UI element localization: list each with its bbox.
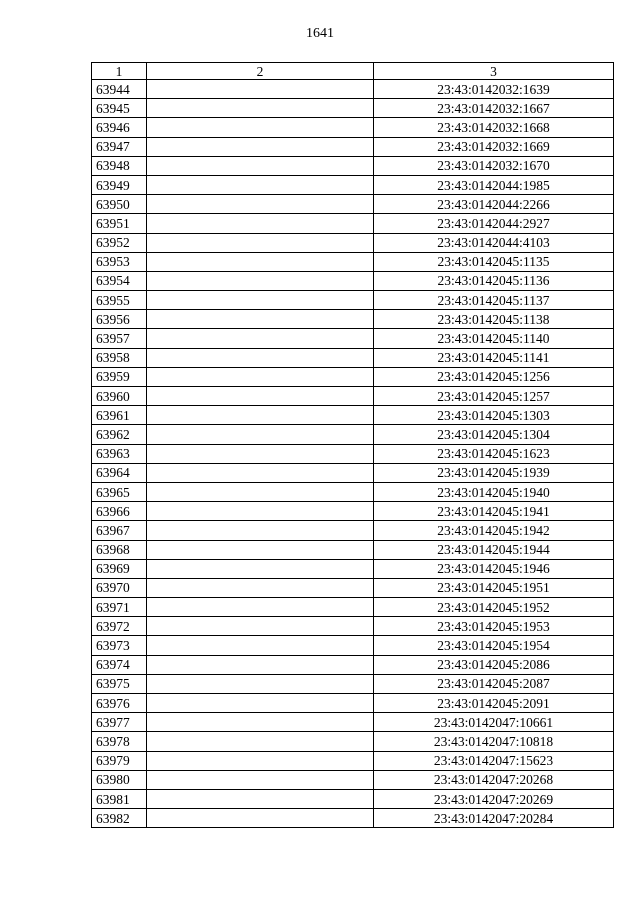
table-row [92,770,614,789]
cadastral-number-cell: 23:43:0142045:1944 [374,540,614,559]
column-header-2: 2 [147,63,374,80]
description-cell [147,137,374,156]
row-number-cell: 63976 [92,694,147,713]
row-number-cell: 63970 [92,578,147,597]
description-cell [147,156,374,175]
column-header-1: 1 [92,63,147,80]
cadastral-number-cell: 23:43:0142047:10818 [374,732,614,751]
table-row [92,713,614,732]
description-cell [147,387,374,406]
row-number-cell: 63965 [92,482,147,501]
table-row [92,674,614,693]
cadastral-number-cell: 23:43:0142045:1303 [374,406,614,425]
row-number-cell: 63967 [92,521,147,540]
row-number-cell: 63960 [92,387,147,406]
description-cell [147,252,374,271]
row-number-cell: 63945 [92,99,147,118]
description-cell [147,789,374,808]
table-row [92,463,614,482]
description-cell [147,809,374,828]
table-row [92,406,614,425]
description-cell [147,271,374,290]
cadastral-number-cell: 23:43:0142045:1954 [374,636,614,655]
row-number-cell: 63975 [92,674,147,693]
row-number-cell: 63956 [92,310,147,329]
description-cell [147,99,374,118]
table-row [92,271,614,290]
table-row [92,99,614,118]
table-row [92,367,614,386]
cadastral-number-cell: 23:43:0142045:1138 [374,310,614,329]
cadastral-number-cell: 23:43:0142047:15623 [374,751,614,770]
description-cell [147,770,374,789]
cadastral-number-cell: 23:43:0142045:1939 [374,463,614,482]
table-row [92,137,614,156]
cadastral-number-cell: 23:43:0142045:1257 [374,387,614,406]
description-cell [147,444,374,463]
table-row [92,118,614,137]
table-row [92,809,614,828]
column-header-3: 3 [374,63,614,80]
row-number-cell: 63946 [92,118,147,137]
cadastral-number-cell: 23:43:0142032:1669 [374,137,614,156]
row-number-cell: 63979 [92,751,147,770]
description-cell [147,425,374,444]
row-number-cell: 63944 [92,80,147,99]
description-cell [147,521,374,540]
row-number-cell: 63953 [92,252,147,271]
cadastral-number-cell: 23:43:0142047:20268 [374,770,614,789]
cadastral-number-cell: 23:43:0142045:1623 [374,444,614,463]
table-row [92,578,614,597]
table-row [92,156,614,175]
table-row [92,655,614,674]
table-row [92,732,614,751]
cadastral-number-cell: 23:43:0142044:4103 [374,233,614,252]
description-cell [147,463,374,482]
description-cell [147,559,374,578]
row-number-cell: 63959 [92,367,147,386]
cadastral-number-cell: 23:43:0142032:1668 [374,118,614,137]
description-cell [147,578,374,597]
cadastral-number-cell: 23:43:0142045:1135 [374,252,614,271]
cadastral-number-cell: 23:43:0142045:1941 [374,502,614,521]
row-number-cell: 63951 [92,214,147,233]
row-number-cell: 63974 [92,655,147,674]
description-cell [147,732,374,751]
row-number-cell: 63949 [92,175,147,194]
row-number-cell: 63969 [92,559,147,578]
row-number-cell: 63971 [92,598,147,617]
description-cell [147,713,374,732]
description-cell [147,617,374,636]
description-cell [147,636,374,655]
description-cell [147,310,374,329]
description-cell [147,367,374,386]
table-row [92,521,614,540]
page-number: 1641 [306,26,334,41]
row-number-cell: 63958 [92,348,147,367]
description-cell [147,80,374,99]
row-number-cell: 63980 [92,770,147,789]
cadastral-number-cell: 23:43:0142045:1136 [374,271,614,290]
table-row [92,694,614,713]
table-row [92,214,614,233]
row-number-cell: 63972 [92,617,147,636]
table-row [92,329,614,348]
table-body [92,80,614,828]
cadastral-number-cell: 23:43:0142045:1256 [374,367,614,386]
description-cell [147,214,374,233]
cadastral-number-cell: 23:43:0142047:20269 [374,789,614,808]
cadastral-number-cell: 23:43:0142045:1940 [374,482,614,501]
table-row [92,636,614,655]
table-row [92,348,614,367]
table-row [92,559,614,578]
description-cell [147,406,374,425]
description-cell [147,674,374,693]
row-number-cell: 63950 [92,195,147,214]
description-cell [147,233,374,252]
row-number-cell: 63977 [92,713,147,732]
row-number-cell: 63954 [92,271,147,290]
table-row [92,387,614,406]
row-number-cell: 63948 [92,156,147,175]
row-number-cell: 63981 [92,789,147,808]
description-cell [147,502,374,521]
description-cell [147,348,374,367]
table-row [92,175,614,194]
cadastral-number-cell: 23:43:0142045:1141 [374,348,614,367]
description-cell [147,195,374,214]
cadastral-number-cell: 23:43:0142032:1667 [374,99,614,118]
row-number-cell: 63978 [92,732,147,751]
table-row [92,233,614,252]
table-row [92,751,614,770]
cadastral-number-cell: 23:43:0142045:1946 [374,559,614,578]
table-row [92,195,614,214]
cadastral-number-cell: 23:43:0142045:2087 [374,674,614,693]
cadastral-number-cell: 23:43:0142047:10661 [374,713,614,732]
cadastral-number-cell: 23:43:0142045:1304 [374,425,614,444]
table-row [92,617,614,636]
description-cell [147,655,374,674]
description-cell [147,329,374,348]
cadastral-number-cell: 23:43:0142045:1953 [374,617,614,636]
table-row [92,540,614,559]
row-number-cell: 63968 [92,540,147,559]
row-number-cell: 63973 [92,636,147,655]
row-number-cell: 63966 [92,502,147,521]
table-row [92,598,614,617]
description-cell [147,175,374,194]
cadastral-number-cell: 23:43:0142045:1140 [374,329,614,348]
description-cell [147,540,374,559]
table-row [92,80,614,99]
table-row [92,482,614,501]
description-cell [147,598,374,617]
cadastral-number-cell: 23:43:0142045:1951 [374,578,614,597]
description-cell [147,482,374,501]
row-number-cell: 63982 [92,809,147,828]
table-row [92,444,614,463]
cadastral-number-cell: 23:43:0142045:1137 [374,291,614,310]
row-number-cell: 63947 [92,137,147,156]
cadastral-number-cell: 23:43:0142032:1670 [374,156,614,175]
table-row [92,291,614,310]
row-number-cell: 63963 [92,444,147,463]
cadastral-number-cell: 23:43:0142045:1942 [374,521,614,540]
row-number-cell: 63964 [92,463,147,482]
registry-table [91,62,614,828]
cadastral-number-cell: 23:43:0142032:1639 [374,80,614,99]
cadastral-number-cell: 23:43:0142044:1985 [374,175,614,194]
table-row [92,310,614,329]
cadastral-number-cell: 23:43:0142047:20284 [374,809,614,828]
description-cell [147,694,374,713]
cadastral-number-cell: 23:43:0142045:2091 [374,694,614,713]
description-cell [147,751,374,770]
table-row [92,789,614,808]
table-header-row [92,63,614,80]
description-cell [147,118,374,137]
description-cell [147,291,374,310]
cadastral-number-cell: 23:43:0142045:2086 [374,655,614,674]
cadastral-number-cell: 23:43:0142045:1952 [374,598,614,617]
cadastral-number-cell: 23:43:0142044:2927 [374,214,614,233]
table-row [92,252,614,271]
cadastral-number-cell: 23:43:0142044:2266 [374,195,614,214]
table-row [92,502,614,521]
row-number-cell: 63955 [92,291,147,310]
row-number-cell: 63962 [92,425,147,444]
row-number-cell: 63961 [92,406,147,425]
table-row [92,425,614,444]
row-number-cell: 63957 [92,329,147,348]
row-number-cell: 63952 [92,233,147,252]
